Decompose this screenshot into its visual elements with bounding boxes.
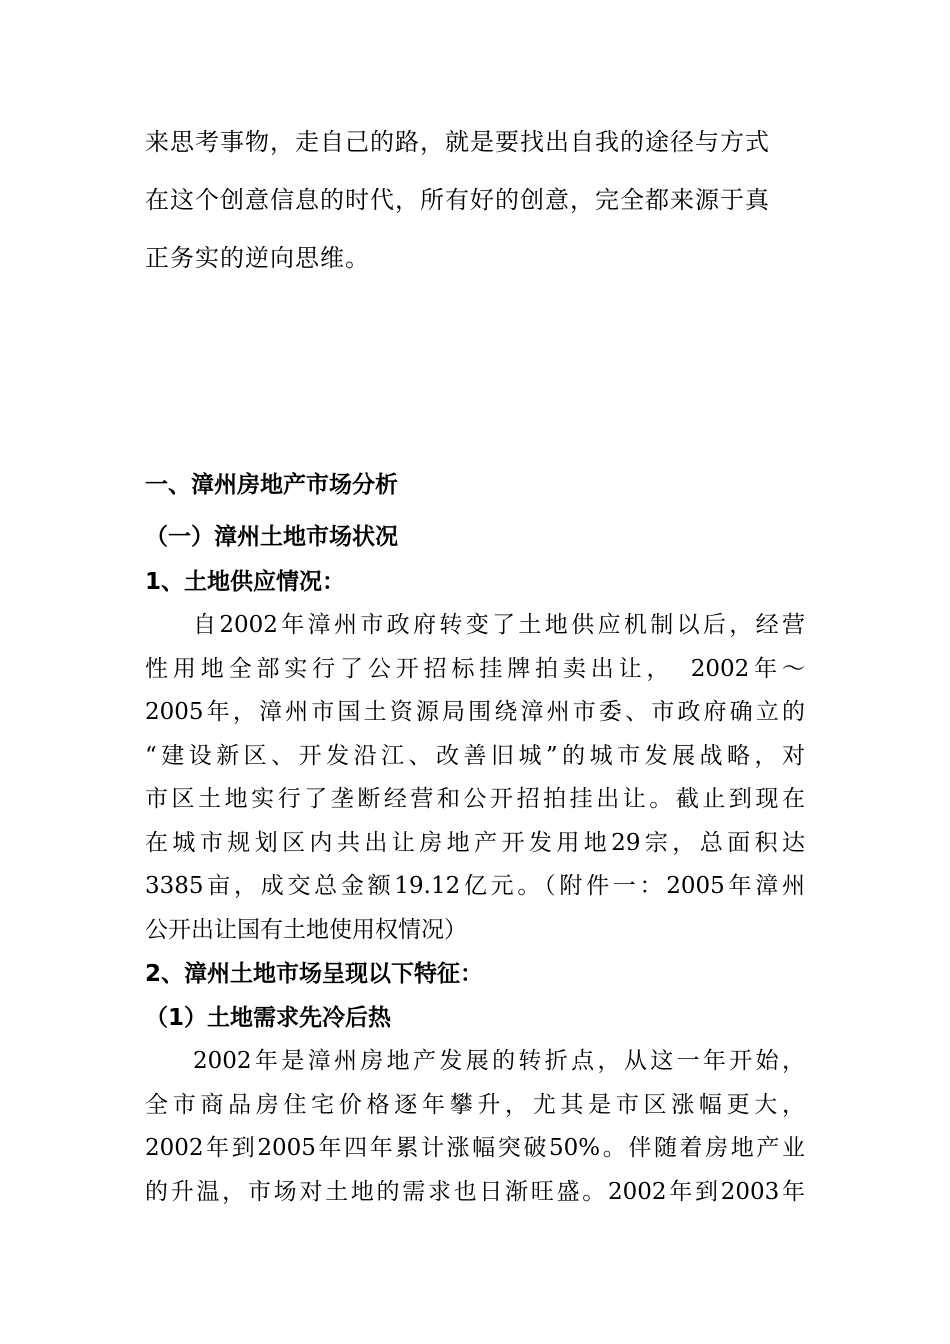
text-line: 在这个创意信息的时代，所有好的创意，完全都来源于真	[145, 186, 770, 214]
text-line: 市区土地实行了垄断经营和公开招拍挂出让。截止到现在	[145, 786, 805, 812]
text-line: 2002年到2005年四年累计涨幅突破50%。伴随着房地产业	[145, 1135, 805, 1161]
text-line: 3385亩，成交总金额19.12亿元。（附件一：2005年漳州	[145, 873, 805, 899]
intro-paragraph	[145, 113, 825, 287]
main-content	[145, 464, 825, 1214]
text-line: 性用地全部实行了公开招标挂牌拍卖出让， 2002年～	[145, 655, 805, 682]
text-line: 正务实的逆向思维。	[145, 244, 370, 272]
subsection-heading: （一）漳州土地市场状况	[145, 524, 398, 550]
section-heading: 一、漳州房地产市场分析	[145, 472, 398, 498]
item-heading: 1、土地供应情况：	[145, 569, 346, 595]
item-heading: 2、漳州土地市场呈现以下特征：	[145, 961, 484, 987]
text-line: 公开出让国有土地使用权情况）	[145, 916, 467, 943]
point-heading: （1）土地需求先冷后热	[145, 1005, 392, 1031]
land-supply-paragraph	[145, 604, 825, 952]
text-line: 的升温，市场对土地的需求也日渐旺盛。2002年到2003年	[145, 1178, 805, 1205]
text-line: 在城市规划区内共出让房地产开发用地29宗，总面积达	[145, 829, 805, 856]
text-line: 全市商品房住宅价格逐年攀升，尤其是市区涨幅更大，	[145, 1091, 805, 1118]
text-line: 2002年是漳州房地产发展的转折点，从这一年开始，	[193, 1048, 805, 1074]
land-demand-paragraph	[145, 1040, 825, 1214]
text-line: 自2002年漳州市政府转变了土地供应机制以后，经营	[193, 612, 805, 638]
text-line: “建设新区、开发沿江、改善旧城”的城市发展战略，对	[145, 742, 805, 769]
text-line: 来思考事物，走自己的路，就是要找出自我的途径与方式	[145, 128, 770, 156]
text-line: 2005年，漳州市国土资源局围绕漳州市委、市政府确立的	[145, 699, 805, 725]
